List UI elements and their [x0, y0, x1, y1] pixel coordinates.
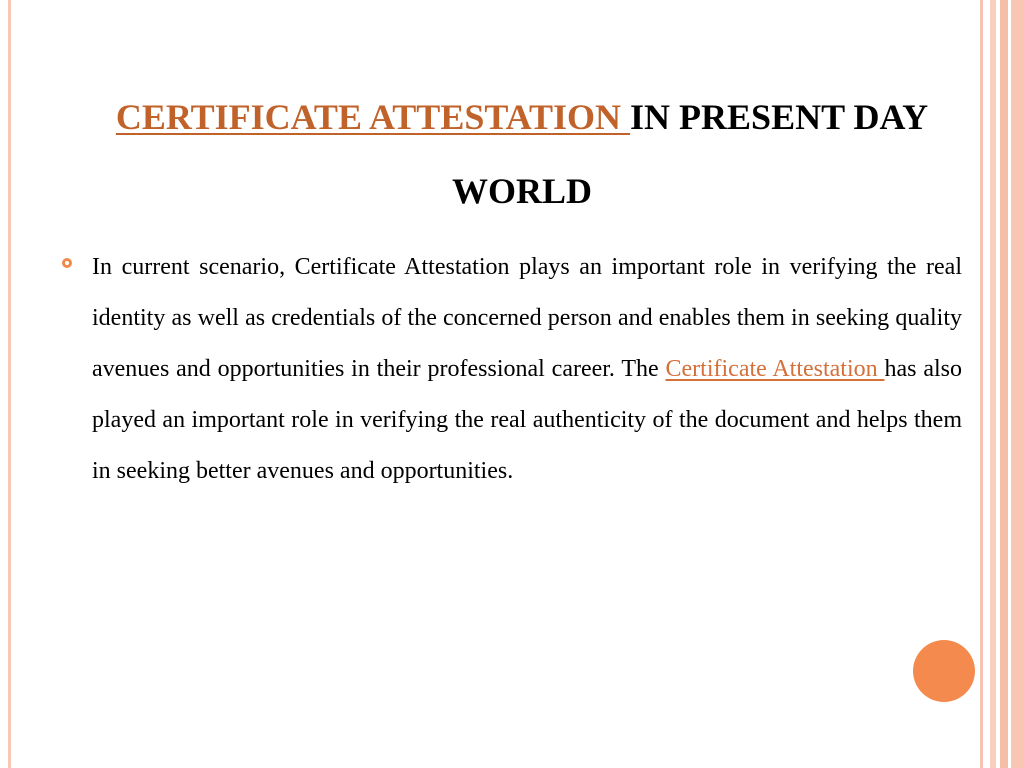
- left-border-decoration: [8, 0, 11, 768]
- title-link-certificate-attestation[interactable]: CERTIFICATE ATTESTATION: [115, 97, 631, 137]
- body-paragraph: [92, 242, 962, 497]
- paragraph-text-before-link: In current scenario, Certificate Attestation plays an important role in verifying the real identity as well as credentials of the concerned person and enables them in seeking quality avenues and opportunities in their professional career. The: [92, 254, 962, 382]
- bullet-icon: [62, 258, 72, 268]
- paragraph-text-after-link: has also played an important role in verifying the real authenticity of the document and helps them in seeking better avenues and opportunities.: [92, 356, 962, 484]
- right-border-decoration: [978, 0, 1024, 768]
- inline-link-certificate-attestation[interactable]: Certificate Attestation: [665, 356, 885, 382]
- slide-title: [60, 80, 984, 228]
- orange-circle-decoration: [913, 640, 975, 702]
- title-rest-text: IN PRESENT DAY WORLD: [451, 97, 929, 211]
